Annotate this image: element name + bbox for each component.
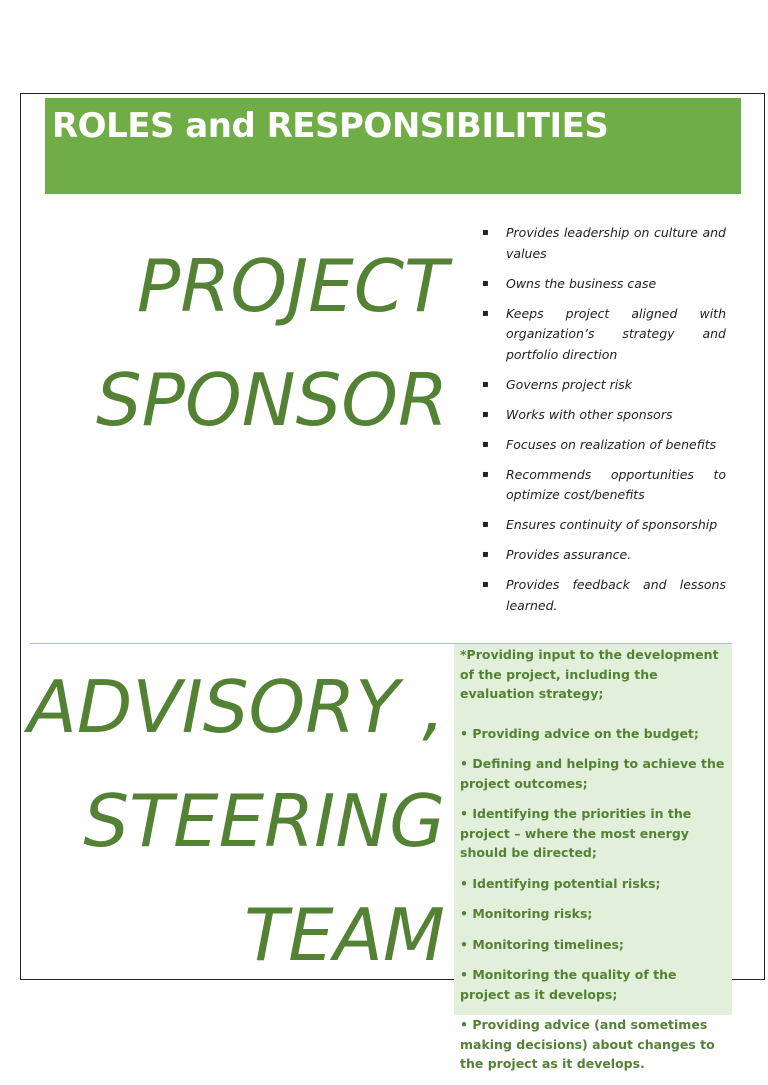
square-bullet-icon: ▪ bbox=[482, 519, 489, 530]
list-item bbox=[480, 375, 726, 396]
list-item-text: Provides feedback and lessons learned. bbox=[506, 577, 726, 613]
page-title: ROLES and RESPONSIBILITIES bbox=[52, 106, 609, 146]
heading-line: ADVISORY , bbox=[27, 665, 445, 749]
list-item bbox=[480, 304, 726, 366]
list-item: • Identifying potential risks; bbox=[460, 875, 661, 891]
square-bullet-icon: ▪ bbox=[482, 277, 489, 289]
sponsor-responsibilities-list bbox=[480, 223, 726, 626]
list-item bbox=[480, 405, 726, 426]
list-item-text: Owns the business case bbox=[506, 275, 657, 291]
advisory-responsibilities-list bbox=[460, 645, 730, 1085]
square-bullet-icon: ▪ bbox=[482, 579, 489, 590]
list-item: *Providing input to the development of the project, including the evaluation strategy; bbox=[460, 647, 719, 701]
square-bullet-icon: ▪ bbox=[482, 408, 489, 420]
list-item-text: Focuses on realization of benefits bbox=[506, 436, 717, 452]
list-item-text: Keeps project aligned with organization’s strategy and portfolio direction bbox=[506, 305, 726, 362]
heading-line: SPONSOR bbox=[95, 358, 448, 442]
list-item-text: Works with other sponsors bbox=[506, 406, 673, 422]
list-item bbox=[480, 274, 726, 295]
list-item bbox=[480, 575, 726, 616]
square-bullet-icon: ▪ bbox=[482, 227, 489, 238]
heading-line: PROJECT bbox=[136, 244, 448, 328]
list-item: • Providing advice (and sometimes making decisions) about changes to the project as it develops. bbox=[454, 1015, 732, 1074]
list-item: • Identifying the priorities in the project – where the most energy should be directed; bbox=[460, 806, 692, 860]
list-item: • Monitoring the quality of the project as it develops; bbox=[460, 967, 677, 1002]
advisory-steering-team-heading bbox=[20, 650, 445, 992]
list-item bbox=[480, 465, 726, 506]
project-sponsor-heading bbox=[40, 229, 448, 457]
list-item: • Monitoring risks; bbox=[460, 906, 593, 921]
square-bullet-icon: ▪ bbox=[482, 549, 489, 560]
heading-line: TEAM bbox=[244, 893, 445, 977]
list-item: • Monitoring timelines; bbox=[460, 936, 624, 952]
square-bullet-icon: ▪ bbox=[482, 468, 489, 480]
list-item: • Providing advice on the budget; bbox=[460, 725, 699, 741]
square-bullet-icon: ▪ bbox=[482, 438, 489, 450]
list-item: • Defining and helping to achieve the project outcomes; bbox=[460, 756, 725, 791]
list-item bbox=[480, 435, 726, 456]
list-item bbox=[480, 515, 726, 536]
list-item-text: Governs project risk bbox=[506, 376, 632, 392]
list-item bbox=[480, 223, 726, 264]
square-bullet-icon: ▪ bbox=[482, 307, 489, 319]
list-item-text: Provides assurance. bbox=[506, 547, 632, 562]
list-item-text: Ensures continuity of sponsorship bbox=[506, 517, 718, 532]
square-bullet-icon: ▪ bbox=[482, 378, 489, 390]
list-item bbox=[480, 545, 726, 566]
list-item-text: Recommends opportunities to optimize cost/benefits bbox=[506, 466, 726, 502]
heading-line: STEERING bbox=[83, 779, 445, 863]
list-item-text: Provides leadership on culture and values bbox=[506, 225, 726, 261]
